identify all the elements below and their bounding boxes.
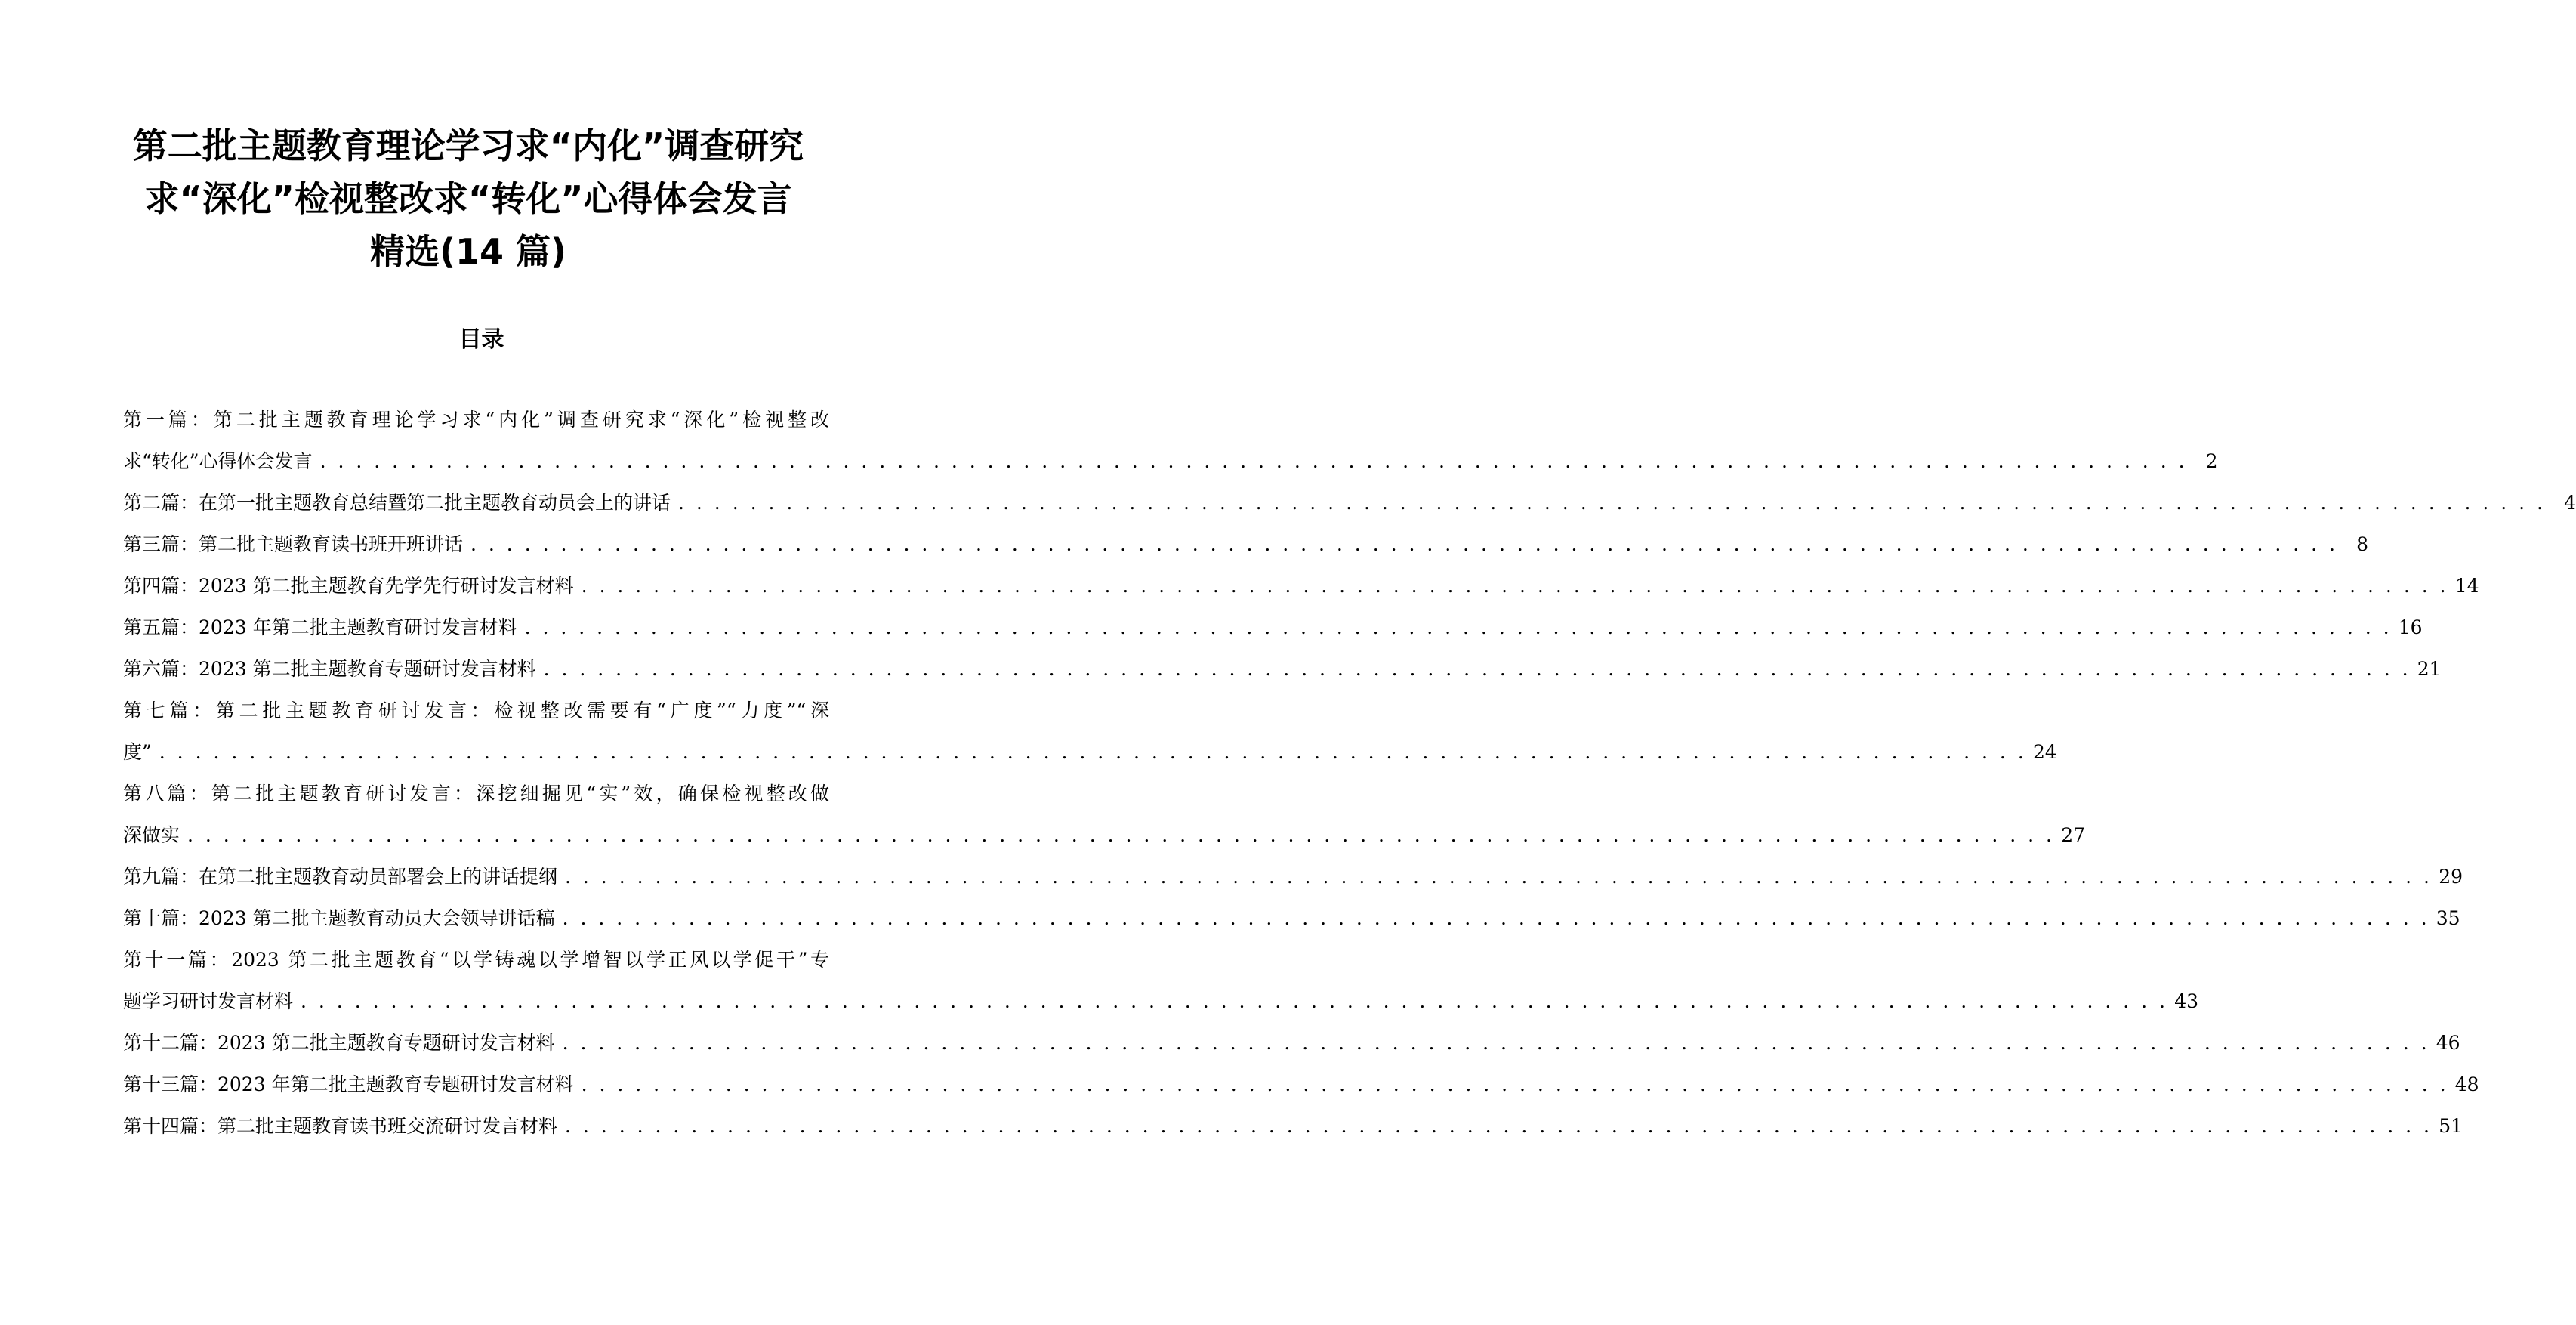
toc-entry-title: 第十一篇：2023 第二批主题教育“以学铸魂以学增智以学正风以学促干”专 bbox=[123, 949, 829, 971]
toc-page-number: 24 bbox=[2032, 741, 2057, 763]
toc-entry[interactable] bbox=[123, 939, 2198, 1022]
toc-entry-title: 求“转化”心得体会发言 bbox=[123, 450, 313, 472]
toc-entry-title: 第十二篇：2023 第二批主题教育专题研讨发言材料 bbox=[123, 1032, 555, 1054]
toc-leader-dots: . . . . . . . . . . . . . . . . . . . . . . . . . . . . . . . . . . . . . . . . . . . . . . . . . . . . . . . . . . . . . . . . . . . . . . . . . . . . . . . . . . . . . . . . . . . . . . . . . . . . . . . . bbox=[581, 1073, 2449, 1095]
toc-entry-title: 第十三篇：2023 年第二批主题教育专题研讨发言材料 bbox=[123, 1073, 574, 1095]
toc-line bbox=[123, 399, 829, 440]
toc-entry-title: 第十四篇：第二批主题教育读书班交流研讨发言材料 bbox=[123, 1115, 558, 1137]
toc-entry[interactable] bbox=[123, 690, 2057, 773]
toc-line bbox=[123, 690, 829, 731]
toc-entry-title: 第八篇：第二批主题教育研讨发言：深挖细掘见“实”效，确保检视整改做 bbox=[123, 783, 829, 805]
toc-entry[interactable] bbox=[123, 897, 2460, 939]
toc-entry[interactable] bbox=[123, 607, 2423, 648]
title-line: 求“深化”检视整改求“转化”心得体会发言 bbox=[144, 178, 792, 219]
toc-entry[interactable] bbox=[123, 565, 2479, 607]
toc-entry[interactable] bbox=[123, 482, 2576, 524]
toc-leader-dots: . . . . . . . . . . . . . . . . . . . . . . . . . . . . . . . . . . . . . . . . . . . . . . . . . . . . . . . . . . . . . . . . . . . . . . . . . . . . . . . . . . . . . . . . . . . . . . . . . . . . . . . . bbox=[470, 533, 2338, 555]
toc-entry[interactable] bbox=[123, 1105, 2463, 1147]
toc-page-number: 8 bbox=[2356, 533, 2368, 555]
toc-entry[interactable] bbox=[123, 399, 2218, 482]
toc-line bbox=[123, 773, 829, 814]
toc-page-number: 14 bbox=[2454, 575, 2479, 597]
title-line: 第二批主题教育理论学习求“内化”调查研究 bbox=[132, 125, 804, 166]
toc-page-number: 29 bbox=[2439, 866, 2463, 888]
toc-page-number: 16 bbox=[2398, 616, 2423, 638]
toc-line bbox=[123, 939, 829, 981]
toc-entry-title: 深做实 bbox=[123, 824, 180, 846]
toc-page-number: 48 bbox=[2454, 1073, 2479, 1095]
toc-page-number: 51 bbox=[2439, 1115, 2463, 1137]
toc-entry-title: 第六篇：2023 第二批主题教育专题研讨发言材料 bbox=[123, 658, 536, 680]
toc-page-number: 35 bbox=[2436, 907, 2460, 929]
toc-line bbox=[123, 814, 2085, 856]
toc-leader-dots: . . . . . . . . . . . . . . . . . . . . . . . . . . . . . . . . . . . . . . . . . . . . . . . . . . . . . . . . . . . . . . . . . . . . . . . . . . . . . . . . . . . . . . . . . . . . . . . . . . . . . . . . bbox=[562, 907, 2430, 929]
table-of-contents bbox=[123, 399, 2576, 1147]
toc-leader-dots: . . . . . . . . . . . . . . . . . . . . . . . . . . . . . . . . . . . . . . . . . . . . . . . . . . . . . . . . . . . . . . . . . . . . . . . . . . . . . . . . . . . . . . . . . . . . . . . . . . . . . . . . bbox=[319, 450, 2188, 472]
toc-entry-title: 第二篇：在第一批主题教育总结暨第二批主题教育动员会上的讲话 bbox=[123, 492, 671, 514]
toc-leader-dots: . . . . . . . . . . . . . . . . . . . . . . . . . . . . . . . . . . . . . . . . . . . . . . . . . . . . . . . . . . . . . . . . . . . . . . . . . . . . . . . . . . . . . . . . . . . . . . . . . . . . . . . . bbox=[565, 866, 2433, 888]
toc-entry[interactable] bbox=[123, 1064, 2479, 1105]
toc-entry-title: 第十篇：2023 第二批主题教育动员大会领导讲话稿 bbox=[123, 907, 555, 929]
toc-line bbox=[123, 856, 2463, 897]
toc-leader-dots: . . . . . . . . . . . . . . . . . . . . . . . . . . . . . . . . . . . . . . . . . . . . . . . . . . . . . . . . . . . . . . . . . . . . . . . . . . . . . . . . . . . . . . . . . . . . . . . . . . . . . . . . bbox=[159, 741, 2027, 763]
toc-entry-title: 第三篇：第二批主题教育读书班开班讲话 bbox=[123, 533, 464, 555]
toc-heading: 目录 bbox=[458, 326, 504, 353]
toc-page-number: 43 bbox=[2174, 990, 2198, 1012]
toc-line bbox=[123, 607, 2423, 648]
toc-entry[interactable] bbox=[123, 648, 2442, 690]
toc-entry-title: 第四篇：2023 第二批主题教育先学先行研讨发言材料 bbox=[123, 575, 574, 597]
toc-page-number: 46 bbox=[2436, 1032, 2460, 1054]
toc-page-number: 21 bbox=[2417, 658, 2442, 680]
document-title bbox=[106, 119, 831, 278]
toc-line bbox=[123, 897, 2460, 939]
toc-leader-dots: . . . . . . . . . . . . . . . . . . . . . . . . . . . . . . . . . . . . . . . . . . . . . . . . . . . . . . . . . . . . . . . . . . . . . . . . . . . . . . . . . . . . . . . . . . . . . . . . . . . . . . . . bbox=[187, 824, 2055, 846]
title-line: 精选(14 篇) bbox=[369, 231, 567, 272]
toc-entry[interactable] bbox=[123, 524, 2368, 565]
toc-entry[interactable] bbox=[123, 1022, 2460, 1064]
toc-line bbox=[123, 565, 2479, 607]
toc-entry[interactable] bbox=[123, 773, 2085, 856]
toc-line bbox=[123, 524, 2368, 565]
toc-leader-dots: . . . . . . . . . . . . . . . . . . . . . . . . . . . . . . . . . . . . . . . . . . . . . . . . . . . . . . . . . . . . . . . . . . . . . . . . . . . . . . . . . . . . . . . . . . . . . . . . . . . . . . . . bbox=[524, 616, 2392, 638]
toc-leader-dots: . . . . . . . . . . . . . . . . . . . . . . . . . . . . . . . . . . . . . . . . . . . . . . . . . . . . . . . . . . . . . . . . . . . . . . . . . . . . . . . . . . . . . . . . . . . . . . . . . . . . . . . . bbox=[678, 492, 2546, 514]
toc-leader-dots: . . . . . . . . . . . . . . . . . . . . . . . . . . . . . . . . . . . . . . . . . . . . . . . . . . . . . . . . . . . . . . . . . . . . . . . . . . . . . . . . . . . . . . . . . . . . . . . . . . . . . . . . bbox=[301, 990, 2168, 1012]
toc-line bbox=[123, 981, 2198, 1022]
toc-page-number: 4 bbox=[2564, 492, 2576, 514]
toc-entry-title: 题学习研讨发言材料 bbox=[123, 990, 294, 1012]
toc-line bbox=[123, 1022, 2460, 1064]
toc-leader-dots: . . . . . . . . . . . . . . . . . . . . . . . . . . . . . . . . . . . . . . . . . . . . . . . . . . . . . . . . . . . . . . . . . . . . . . . . . . . . . . . . . . . . . . . . . . . . . . . . . . . . . . . . bbox=[581, 575, 2449, 597]
toc-entry[interactable] bbox=[123, 856, 2463, 897]
toc-line bbox=[123, 1105, 2463, 1147]
toc-entry-title: 第五篇：2023 年第二批主题教育研讨发言材料 bbox=[123, 616, 517, 638]
toc-line bbox=[123, 482, 2576, 524]
toc-entry-title: 第九篇：在第二批主题教育动员部署会上的讲话提纲 bbox=[123, 866, 558, 888]
toc-line bbox=[123, 440, 2218, 482]
toc-leader-dots: . . . . . . . . . . . . . . . . . . . . . . . . . . . . . . . . . . . . . . . . . . . . . . . . . . . . . . . . . . . . . . . . . . . . . . . . . . . . . . . . . . . . . . . . . . . . . . . . . . . . . . . . bbox=[562, 1032, 2430, 1054]
toc-line bbox=[123, 731, 2057, 773]
toc-entry-title: 第一篇：第二批主题教育理论学习求“内化”调查研究求“深化”检视整改 bbox=[123, 409, 829, 431]
toc-entry-title: 第七篇：第二批主题教育研讨发言：检视整改需要有“广度”“力度”“深 bbox=[123, 700, 829, 721]
toc-page-number: 27 bbox=[2061, 824, 2085, 846]
toc-leader-dots: . . . . . . . . . . . . . . . . . . . . . . . . . . . . . . . . . . . . . . . . . . . . . . . . . . . . . . . . . . . . . . . . . . . . . . . . . . . . . . . . . . . . . . . . . . . . . . . . . . . . . . . . bbox=[565, 1115, 2433, 1137]
toc-page-number: 2 bbox=[2205, 450, 2218, 472]
toc-line bbox=[123, 1064, 2479, 1105]
toc-entry-title: 度” bbox=[123, 741, 152, 763]
toc-line bbox=[123, 648, 2442, 690]
toc-leader-dots: . . . . . . . . . . . . . . . . . . . . . . . . . . . . . . . . . . . . . . . . . . . . . . . . . . . . . . . . . . . . . . . . . . . . . . . . . . . . . . . . . . . . . . . . . . . . . . . . . . . . . . . . bbox=[543, 658, 2411, 680]
